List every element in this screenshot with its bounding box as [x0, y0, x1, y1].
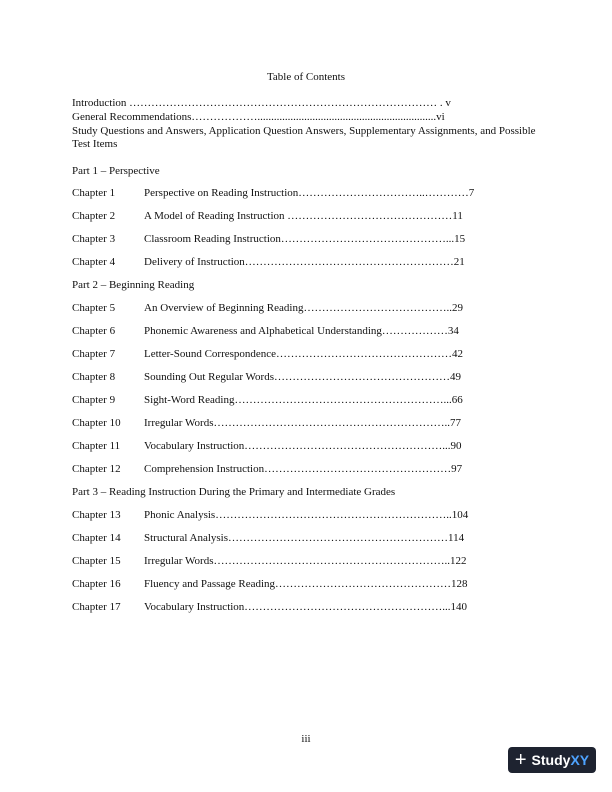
chapter-number: Chapter 15 [72, 555, 121, 567]
toc-chapter-entry [72, 233, 465, 246]
chapter-title: Vocabulary Instruction………………………………………………...140 [144, 601, 468, 613]
toc-chapter-entry [72, 348, 463, 361]
chapter-number: Chapter 7 [72, 348, 116, 360]
chapter-number: Chapter 10 [72, 417, 121, 429]
toc-entry-general-recommendations: General Recommendations……………….................................................................vi [72, 111, 445, 123]
chapter-title: Sounding Out Regular Words…………………………………………49 [144, 371, 461, 383]
chapter-number: Chapter 12 [72, 463, 121, 475]
studyxy-badge[interactable] [508, 747, 596, 773]
page-number: iii [301, 733, 311, 745]
chapter-number: Chapter 9 [72, 394, 116, 406]
toc-chapter-entry [72, 417, 461, 430]
chapter-number: Chapter 3 [72, 233, 116, 245]
toc-chapter-entry [72, 555, 466, 568]
toc-chapter-entry [72, 532, 464, 545]
chapter-title: Phonemic Awareness and Alphabetical Understanding………………34 [144, 325, 459, 337]
chapter-title: An Overview of Beginning Reading…………………………………..29 [144, 302, 463, 314]
toc-chapter-entry [72, 210, 463, 223]
chapter-title: Delivery of Instruction…………………………………………………21 [144, 256, 465, 268]
part-heading-1: Part 1 – Perspective [72, 165, 160, 177]
chapter-title: Structural Analysis……………………………………………………114 [144, 532, 465, 544]
chapter-title: Vocabulary Instruction………………………………………………...90 [144, 440, 462, 452]
toc-chapter-entry [72, 302, 463, 315]
toc-entry-introduction: Introduction ………………………………………………………………………… . v [72, 97, 451, 109]
toc-chapter-entry [72, 256, 465, 269]
page-title: Table of Contents [266, 71, 346, 83]
chapter-number: Chapter 5 [72, 302, 116, 314]
toc-chapter-entry [72, 187, 474, 200]
chapter-title: Fluency and Passage Reading…………………………………………128 [144, 578, 468, 590]
toc-chapter-entry [72, 463, 462, 476]
chapter-number: Chapter 13 [72, 509, 121, 521]
chapter-number: Chapter 8 [72, 371, 116, 383]
chapter-number: Chapter 14 [72, 532, 121, 544]
chapter-title: Comprehension Instruction……………………………………………97 [144, 463, 463, 475]
chapter-title: Phonic Analysis………………………………………………………..104 [144, 509, 469, 521]
chapter-title: Sight-Word Reading…………………………………………………...66 [144, 394, 463, 406]
toc-chapter-entry [72, 440, 462, 453]
chapter-title: A Model of Reading Instruction ………………………………………11 [144, 210, 463, 222]
chapter-title: Irregular Words………………………………………………………..122 [144, 555, 467, 567]
toc-study-note: Study Questions and Answers, Application Question Answers, Supplementary Assignments, and Possible Test Items [72, 125, 536, 150]
toc-chapter-entry [72, 578, 468, 591]
toc-chapter-entry [72, 601, 467, 614]
chapter-title: Classroom Reading Instruction………………………………………...15 [144, 233, 466, 245]
chapter-number: Chapter 1 [72, 187, 116, 199]
chapter-number: Chapter 11 [72, 440, 121, 452]
chapter-title: Letter-Sound Correspondence…………………………………………42 [144, 348, 464, 360]
chapter-title: Irregular Words………………………………………………………..77 [144, 417, 461, 429]
chapter-number: Chapter 6 [72, 325, 116, 337]
part-heading-3: Part 3 – Reading Instruction During the Primary and Intermediate Grades [72, 486, 396, 498]
chapter-number: Chapter 2 [72, 210, 116, 222]
toc-chapter-entry [72, 371, 461, 384]
chapter-title: Perspective on Reading Instruction……………………………..…………7 [144, 187, 475, 199]
brand-prefix: Study [531, 752, 571, 768]
part-heading-2: Part 2 – Beginning Reading [72, 279, 195, 291]
plus-icon: + [514, 749, 527, 771]
toc-chapter-entry [72, 325, 459, 338]
toc-chapter-entry [72, 509, 468, 522]
brand-suffix: XY [570, 752, 590, 768]
chapter-number: Chapter 17 [72, 601, 121, 613]
chapter-number: Chapter 4 [72, 256, 116, 268]
chapter-number: Chapter 16 [72, 578, 121, 590]
toc-chapter-entry [72, 394, 463, 407]
